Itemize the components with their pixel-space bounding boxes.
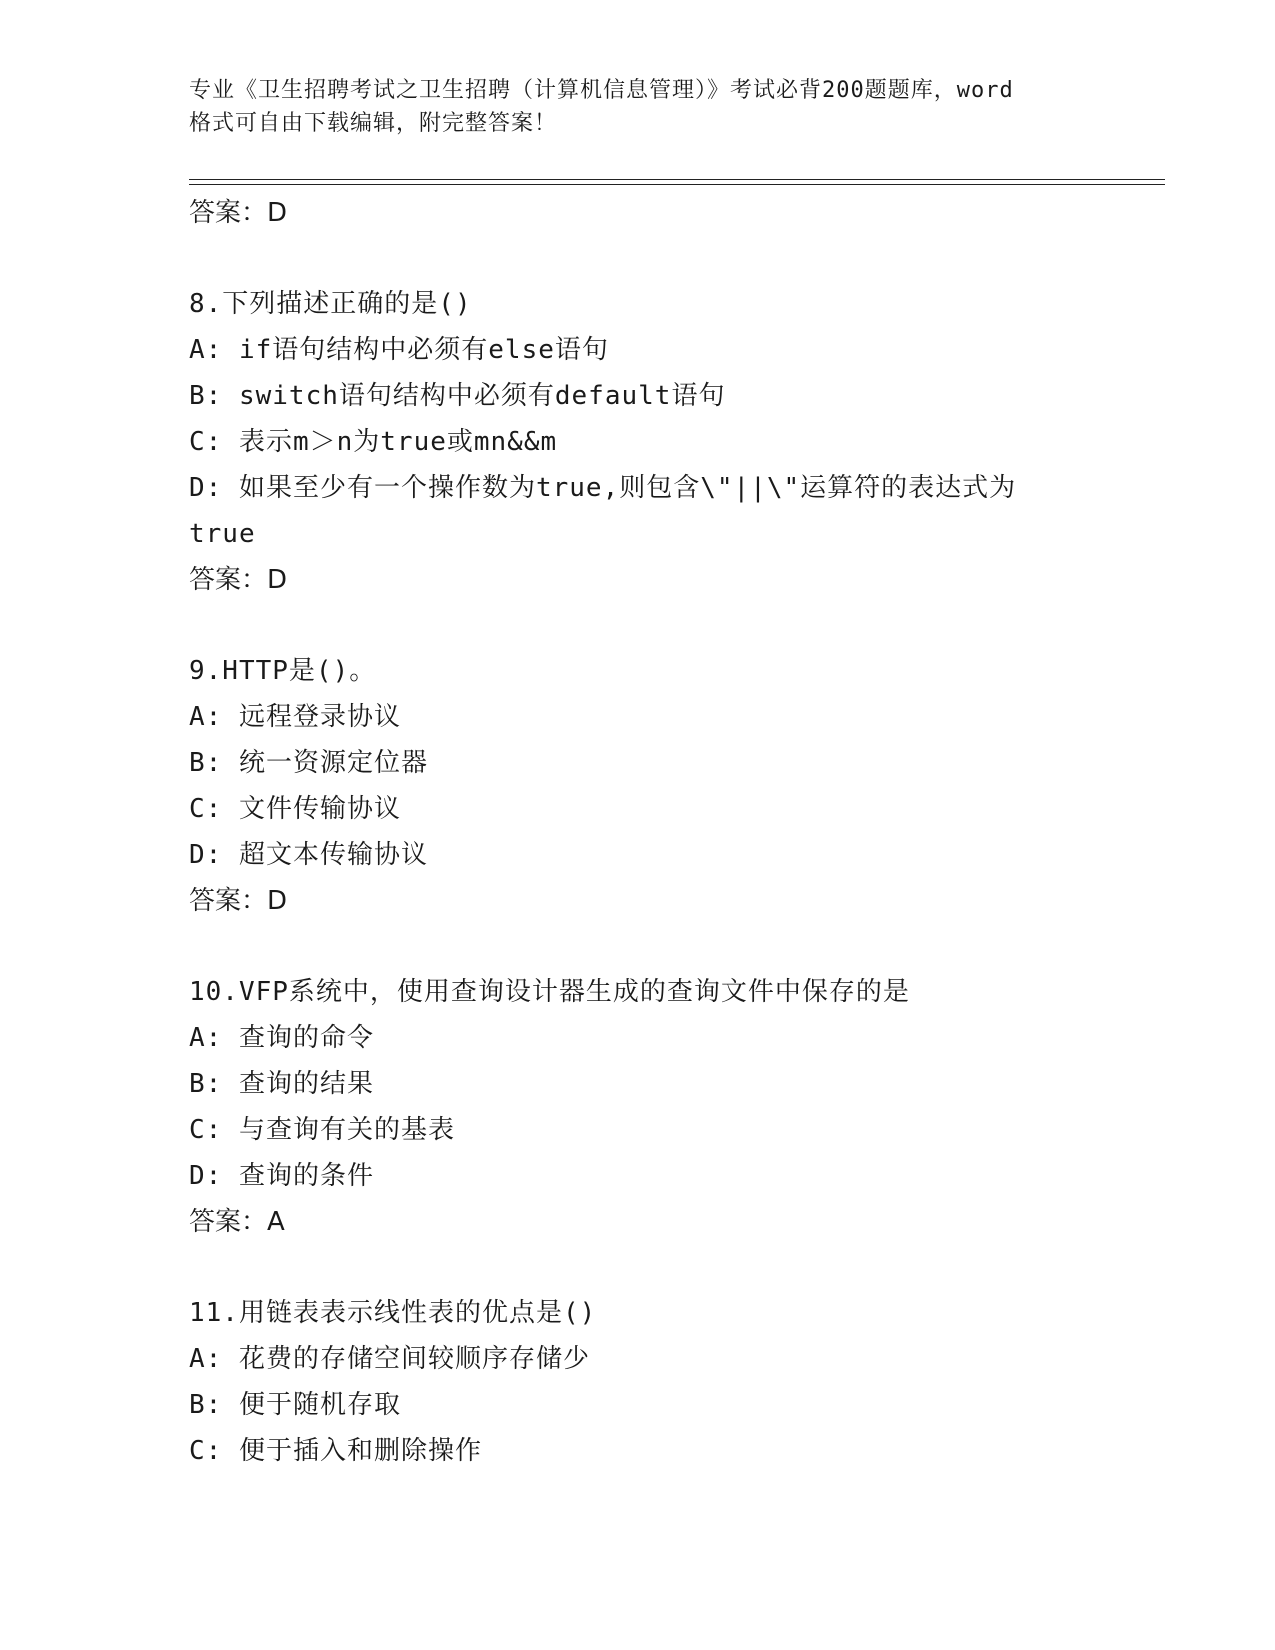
option-c: C: 文件传输协议 — [189, 794, 401, 824]
question-title: 8.下列描述正确的是() — [189, 289, 472, 319]
document-header — [189, 74, 1109, 140]
answer-label: 答案：D — [189, 886, 288, 916]
answer-label: 答案：A — [189, 1207, 285, 1237]
question-list — [189, 190, 1149, 1474]
question-title: 11.用链表表示线性表的优点是() — [189, 1298, 597, 1328]
header-divider-top — [189, 179, 1165, 180]
option-b: B: switch语句结构中必须有default语句 — [189, 381, 726, 411]
option-d-continuation: true — [189, 519, 256, 549]
header-divider-bottom — [189, 184, 1165, 185]
option-b: B: 统一资源定位器 — [189, 748, 428, 778]
answer-label: 答案：D — [189, 565, 288, 595]
option-d: D: 如果至少有一个操作数为true,则包含\"||\"运算符的表达式为 — [189, 473, 1017, 503]
question-11 — [189, 1290, 1149, 1474]
option-c: C: 表示m＞n为true或mn&&m — [189, 427, 558, 457]
option-d: D: 查询的条件 — [189, 1161, 374, 1191]
option-a: A: 远程登录协议 — [189, 702, 401, 732]
header-line-2: 格式可自由下载编辑，附完整答案！ — [189, 111, 558, 136]
option-d: D: 超文本传输协议 — [189, 840, 428, 870]
header-line-1: 专业《卫生招聘考试之卫生招聘（计算机信息管理）》考试必背200题题库，word — [189, 78, 1014, 103]
answer-label: 答案：D — [189, 198, 288, 228]
option-b: B: 便于随机存取 — [189, 1390, 401, 1420]
option-a: A: 花费的存储空间较顺序存储少 — [189, 1344, 590, 1374]
question-title: 9.HTTP是()。 — [189, 656, 377, 686]
option-a: A: 查询的命令 — [189, 1023, 374, 1053]
question-8 — [189, 281, 1149, 603]
question-9 — [189, 648, 1149, 924]
question-title: 10.VFP系统中，使用查询设计器生成的查询文件中保存的是 — [189, 977, 910, 1007]
question-10 — [189, 969, 1149, 1245]
option-a: A: if语句结构中必须有else语句 — [189, 335, 609, 365]
option-b: B: 查询的结果 — [189, 1069, 374, 1099]
option-c: C: 便于插入和删除操作 — [189, 1436, 482, 1466]
option-c: C: 与查询有关的基表 — [189, 1115, 455, 1145]
